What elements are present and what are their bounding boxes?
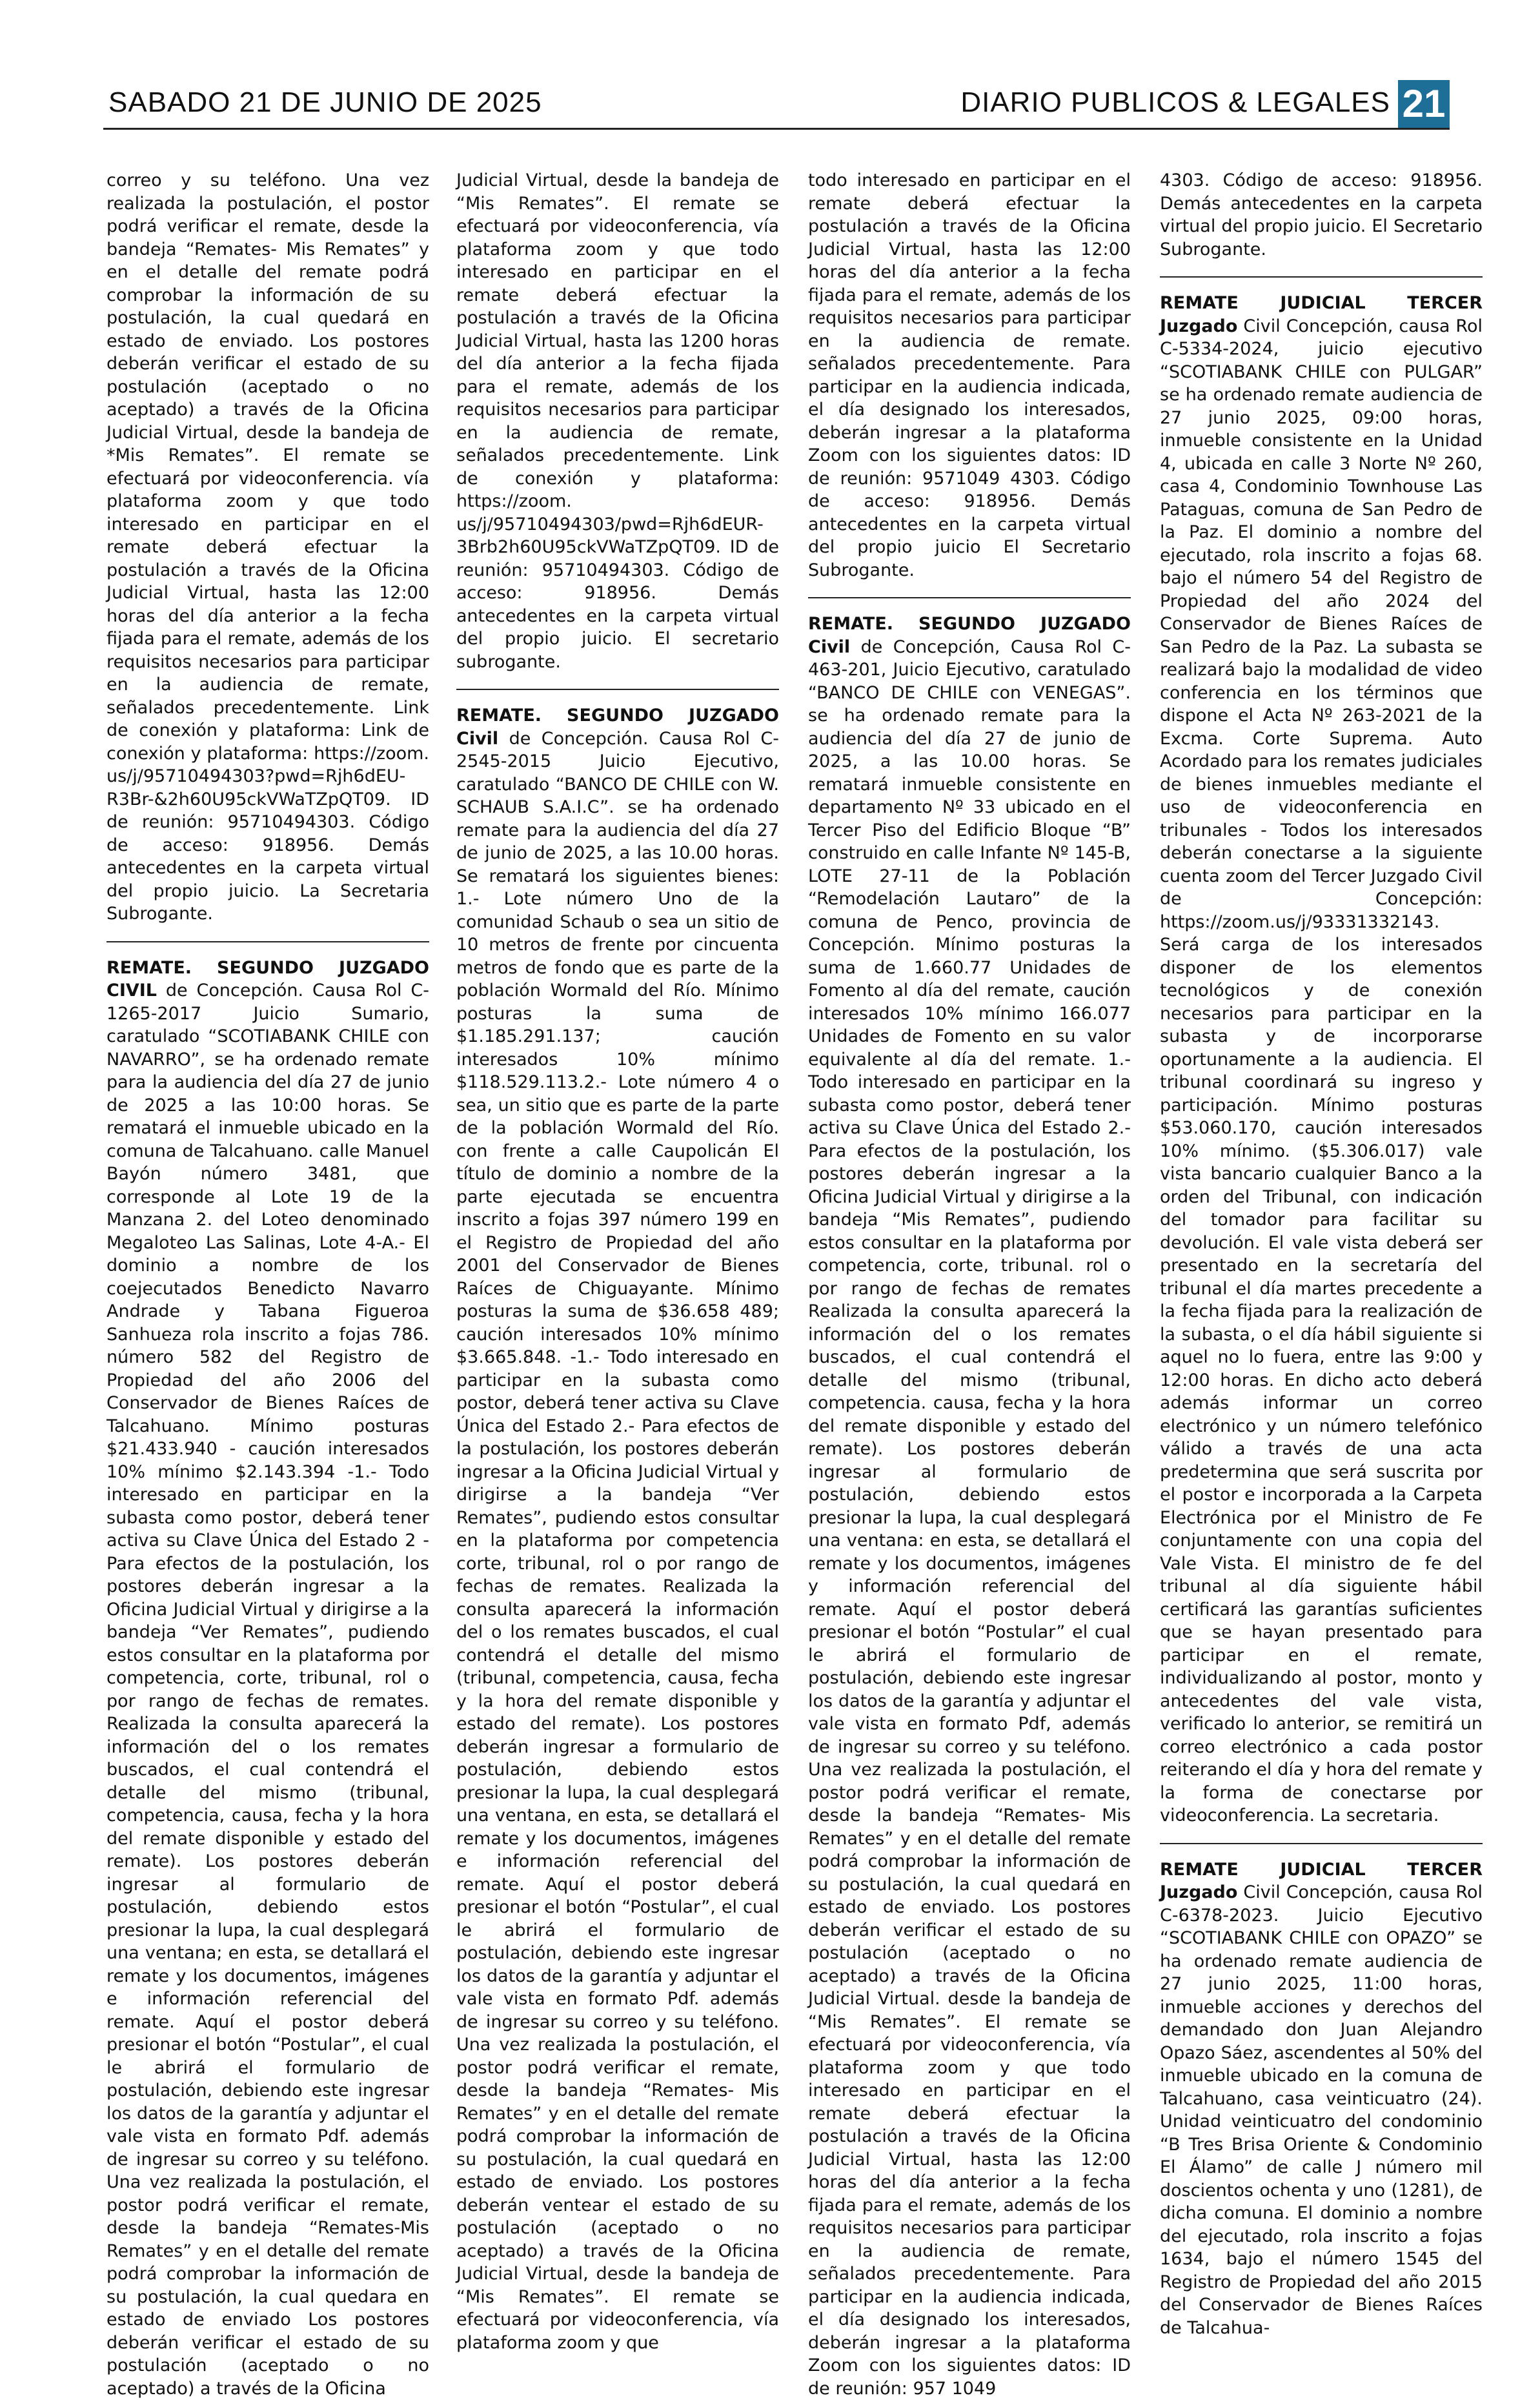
- column-2: [456, 169, 779, 2222]
- notice-heading: REMATE JUDICIAL TERCER Juzgado: [1160, 293, 1483, 336]
- notice-body: de Concepción. Causa Rol C-2545-2015 Juicio Ejecutivo, caratulado “BANCO DE CHILE con W. SCHAUB S.A.I.C”. se ha ordenado remate para la audiencia del día 27 de junio de 2025, a las 10.00 horas. Se rematará los siguientes bienes: 1.- Lote número Uno de la comunidad Schaub o sea un sitio de 10 metros de frente por cincuenta metros de fondo que es parte de la población Wormald del Río. Mínimo posturas la suma de $1.185.291.137; caución interesados 10% mínimo $118.529.113.2.- Lote número 4 o sea, un sitio que es parte de la parte de la población Wormald del Río. con frente a calle Caupolicán El título de dominio a nombre de la parte ejecutada se encuentra inscrito a fojas 397 número 199 en el Registro de Propiedad del año 2001 del Conservador de Bienes Raíces de Chiguayante. Mínimo posturas la suma de $36.658 489; caución interesados 10% mínimo $3.665.848. -1.- Todo interesado en participar en la subasta como postor, deberá tener activa su Clave Única del Estado 2.- Para efectos de la postulación, los postores deberán ingresar a la Oficina Judicial Virtual y dirigirse a la bandeja “Ver Remates”, pudiendo estos consultar en la plataforma por competencia corte, tribunal, rol o por rango de fechas de remates. Realizada la consulta aparecerá la información del o los remates buscados, el cual contendrá el detalle del mismo (tribunal, competencia, causa, fecha y la hora del remate disponible y estado del remate). Los postores deberán ingresar a formulario de postulación, debiendo estos presionar la lupa, la cual desplegará una ventana, en esta, se detallará el remate y los documentos, imágenes e información referencial del remate. Aquí el postor deberá presionar el botón “Postular”, el cual le abrirá el formulario de postulación, debiendo este ingresar los datos de la garantía y adjuntar el vale vista en formato Pdf. además de ingresar su correo y su teléfono. Una vez realizada la postulación, el postor podrá verificar el remate, desde la bandeja “Remates- Mis Remates” y en el detalle del remate podrá comprobar la información de su postulación, la cual quedará en estado de enviado. Los postores deberán ventear el estado de su postulación (aceptado o no aceptado) a través de la Oficina Judicial Virtual, desde la bandeja de “Mis Remates”. El remate se efectuará por videoconferencia, vía plataforma zoom y que: [456, 729, 779, 2353]
- notice: [1160, 1858, 1483, 2340]
- column-1: [106, 169, 429, 2222]
- page-number: 21: [1398, 80, 1450, 128]
- notice: [808, 613, 1131, 2400]
- notice-heading: REMATE. SEGUNDO JUZGADO Civil: [456, 706, 779, 749]
- notice-divider: [808, 597, 1131, 598]
- notice-heading: REMATE JUDICIAL TERCER Juzgado: [1160, 1860, 1483, 1903]
- issue-date: SABADO 21 DE JUNIO DE 2025: [108, 86, 542, 119]
- notice-divider: [456, 689, 779, 690]
- notice-heading: REMATE. SEGUNDO JUZGADO Civil: [808, 614, 1131, 657]
- notice: [456, 704, 779, 2354]
- notice-continuation: [808, 169, 1131, 582]
- notice: [106, 957, 429, 2400]
- header-rule: [103, 128, 1450, 130]
- notice-body: Judicial Virtual, desde la bandeja de “Mis Remates”. El remate se efectuará por videoconferencia, vía plataforma zoom y que todo interesado en participar en el remate deberá efectuar la postulación a través de la Oficina Judicial Virtual, hasta las 1200 horas del día anterior a la fecha fijada para el remate, además de los requisitos necesarios para participar en la audiencia de remate, señalados precedentemente. Link de conexión y plataforma: https://zoom. us/j/95710494303/pwd=Rjh6dEUR-3Brb2h60U95ckVWaTZpQT09. ID de reunión: 95710494303. Código de acceso: 918956. Demás antecedentes en la carpeta virtual del propio juicio. El secretario subrogante.: [456, 170, 779, 672]
- notice-body: todo interesado en participar en el remate deberá efectuar la postulación a través de la Oficina Judicial Virtual, hasta las 12:00 horas del día anterior a la fecha fijada para el remate, además de los requisitos necesarios para participar en la audiencia de remate. señalados precedentemente. Para participar en la audiencia indicada, el día designado los interesados, deberán ingresar a la plataforma Zoom con los siguientes datos: ID de reunión: 9571049 4303. Código de acceso: 918956. Demás antecedentes en la carpeta virtual del propio juicio El Secretario Subrogante.: [808, 170, 1131, 580]
- notice-body: de Concepción. Causa Rol C-1265-2017 Juicio Sumario, caratulado “SCOTIABANK CHILE con NAVARRO”, se ha ordenado remate para la audiencia del día 27 de junio de 2025 a las 10:00 horas. Se rematará el inmueble ubicado en la comuna de Talcahuano. calle Manuel Bayón número 3481, que corresponde al Lote 19 de la Manzana 2. del Loteo denominado Megaloteo Las Salinas, Lote 4-A.- El dominio a nombre de los coejecutados Benedicto Navarro Andrade y Tabana Figueroa Sanhueza rola inscrito a fojas 786. número 582 del Registro de Propiedad del año 2006 del Conservador de Bienes Raíces de Talcahuano. Mínimo posturas $21.433.940 - caución interesados 10% mínimo $2.143.394 -1.- Todo interesado en participar en la subasta como postor, deberá tener activa su Clave Única del Estado 2 -Para efectos de la postulación, los postores deberán ingresar a la Oficina Judicial Virtual y dirigirse a la bandeja “Ver Remates”, pudiendo estos consultar en la plataforma por competencia, corte, tribunal, rol o por rango de fechas de remates. Realizada la consulta aparecerá la información del o los remates buscados, el cual contendrá el detalle del mismo (tribunal, competencia, causa, fecha y la hora del remate disponible y estado del remate). Los postores deberán ingresar al formulario de postulación, debiendo estos presionar la lupa, la cual desplegará una ventana; en esta, se detallará el remate y los documentos, imágenes e información referencial del remate. Aquí el postor deberá presionar el botón “Postular”, el cual le abrirá el formulario de postulación, debiendo este ingresar los datos de la garantía y adjuntar el vale vista en formato Pdf. además de ingresar su correo y su teléfono. Una vez realizada la postulación, el postor podrá verificar el remate, desde la bandeja “Remates-Mis Remates” y en el detalle del remate podrá comprobar la información de su postulación, la cual quedara en estado de enviado Los postores deberán verificar el estado de su postulación (aceptado o no aceptado) a través de la Oficina: [106, 981, 429, 2399]
- notice: [1160, 292, 1483, 1827]
- notice-body: de Concepción, Causa Rol C-463-201, Juicio Ejecutivo, caratulado “BANCO DE CHILE con VENEGAS”. se ha ordenado remate para la audiencia del día 27 de junio de 2025, a las 10.00 horas. Se rematará inmueble consistente en departamento Nº 33 ubicado en el Tercer Piso del Edificio Bloque “B” construido en calle Infante Nº 145-B, LOTE 27-11 de la Población “Remodelación Lautaro” de la comuna de Penco, provincia de Concepción. Mínimo posturas la suma de 1.660.77 Unidades de Fomento al día del remate, caución interesados 10% mínimo 166.077 Unidades de Fomento en su valor equivalente al día del remate. 1.-Todo interesado en participar en la subasta como postor, deberá tener activa su Clave Única del Estado 2.- Para efectos de la postulación, los postores deberán ingresar a la Oficina Judicial Virtual y dirigirse a la bandeja “Mis Remates”, pudiendo estos consultar en la plataforma por competencia, corte, tribunal. rol o por rango de fechas de remates Realizada la consulta aparecerá la información del o los remates buscados, el cual contendrá el detalle del mismo (tribunal, competencia. causa, fecha y la hora del remate disponible y estado del remate). Los postores deberán ingresar al formulario de postulación, debiendo estos presionar la lupa, la cual desplegará una ventana: en esta, se detallará el remate y los documentos, imágenes y información referencial del remate. Aquí el postor deberá presionar el botón “Postular” el cual le abrirá el formulario de postulación, debiendo este ingresar los datos de la garantía y adjuntar el vale vista en formato Pdf, además de ingresar su correo y su teléfono. Una vez realizada la postulación, el postor podrá verificar el remate, desde la bandeja “Remates- Mis Remates” y en el detalle del remate podrá comprobar la información de su postulación, la cual quedará en estado de enviado. Los postores deberán verificar el estado de su postulación (aceptado o no aceptado) a través de la Oficina Judicial Virtual. desde la bandeja de “Mis Remates”. El remate se efectuará por videoconferencia, vía plataforma zoom y que todo interesado en participar en el remate deberá efectuar la postulación a través de la Oficina Judicial Virtual, hasta las 12:00 horas del día anterior a la fecha fijada para el remate, además de los requisitos necesarios para participar en la audiencia de remate, señalados precedentemente. Para participar en la audiencia indicada, el día designado los interesados, deberán ingresar a la plataforma Zoom con los siguientes datos: ID de reunión: 957 1049: [808, 637, 1131, 2399]
- notice-body: Civil Concepción, causa Rol C-5334-2024, juicio ejecutivo “SCOTIABANK CHILE con PULGAR” se ha ordenado remate audiencia de 27 junio 2025, 09:00 horas, inmueble consistente en la Unidad 4, ubicada en calle 3 Norte Nº 260, casa 4, Condominio Townhouse Las Pataguas, comuna de San Pedro de la Paz. El dominio a nombre del ejecutado, rola inscrito a fojas 68. bajo el número 54 del Registro de Propiedad del año 2024 del Conservador de Bienes Raíces de San Pedro de la Paz. La subasta se realizará bajo la modalidad de video conferencia en los términos que dispone el Acta Nº 263-2021 de la Excma. Corte Suprema. Auto Acordado para los remates judiciales de bienes inmuebles mediante el uso de videoconferencia en tribunales - Todos los interesados deberán conectarse a la siguiente cuenta zoom del Tercer Juzgado Civil de Concepción: https://zoom.us/j/93331332143. Será carga de los interesados disponer de los elementos tecnológicos y de conexión necesarios para participar en la subasta y de incorporarse oportunamente a la audiencia. El tribunal coordinará su ingreso y participación. Mínimo posturas $53.060.170, caución interesados 10% mínimo. ($5.306.017) vale vista bancario cualquier Banco a la orden del Tribunal, con indicación del tomador para facilitar su devolución. El vale vista deberá ser presentado en la secretaría del tribunal el día martes precedente a la fecha fijada para la realización de la subasta, o el día hábil siguiente si aquel no lo fuera, entre las 9:00 y 12:00 horas. En dicho acto deberá además informar un correo electrónico y un número telefónico válido a través de una acta predetermina que será suscrita por el postor e incorporada a la Carpeta Electrónica por el Ministro de Fe conjuntamente con una copia del Vale Vista. El ministro de fe del tribunal al día siguiente hábil certificará las garantías suficientes que se hayan presentado para participar en el remate, individualizando al postor, monto y antecedentes del vale vista, verificado lo anterior, se remitirá un correo electrónico a cada postor reiterando el día y hora del remate y la forma de conectarse por videoconferencia. La secretaria.: [1160, 316, 1483, 1826]
- notice-divider: [106, 941, 429, 942]
- notice-body: correo y su teléfono. Una vez realizada la postulación, el postor podrá verificar el remate, desde la bandeja “Remates- Mis Remates” y en el detalle del remate podrá comprobar la información de su postulación, la cual quedará en estado de enviado. Los postores deberán verificar el estado de su postulación (aceptado o no aceptado) a través de la Oficina Judicial Virtual, desde la bandeja de *Mis Remates”. El remate se efectuará por videoconferencia. vía plataforma zoom y que todo interesado en participar en el remate deberá efectuar la postulación a través de la Oficina Judicial Virtual, hasta las 12:00 horas del día anterior a la fecha fijada para el remate, además de los requisitos necesarios para participar en la audiencia de remate, señalados precedentemente. Link de conexión y plataforma: Link de conexión y plataforma: https://zoom. us/j/95710494303?pwd=Rjh6dEU-R3Br-&2h60U95ckVWaTZpQT09. ID de reunión: 95710494303. Código de acceso: 918956. Demás antecedentes en la carpeta virtual del propio juicio. La Secretaria Subrogante.: [106, 170, 429, 924]
- publication-name: DIARIO PUBLICOS & LEGALES: [960, 86, 1390, 119]
- notice-heading: REMATE. SEGUNDO JUZGADO CIVIL: [106, 958, 429, 1001]
- column-4: [1160, 169, 1483, 2222]
- notice-divider: [1160, 1843, 1483, 1844]
- notice-body: Civil Concepción, causa Rol C-6378-2023. Juicio Ejecutivo “SCOTIABANK CHILE con OPAZO” se ha ordenado remate audiencia de 27 junio 2025, 11:00 horas, inmueble acciones y derechos del demandado don Juan Alejandro Opazo Sáez, ascendentes al 50% del inmueble ubicado en la comuna de Talcahuano, casa veinticuatro (24). Unidad veinticuatro del condominio “B Tres Brisa Oriente & Condominio El Álamo” de calle J número mil doscientos ochenta y uno (1281), de dicha comuna. El dominio a nombre del ejecutado, rola inscrito a fojas 1634, bajo el número 1545 del Registro de Propiedad del año 2015 del Conservador de Bienes Raíces de Talcahua-: [1160, 1882, 1483, 2338]
- notice-body: 4303. Código de acceso: 918956. Demás antecedentes en la carpeta virtual del propio juicio. El Secretario Subrogante.: [1160, 170, 1483, 259]
- notice-continuation: [456, 169, 779, 673]
- column-3: [808, 169, 1131, 2222]
- page-header: [103, 85, 1450, 123]
- notice-divider: [1160, 276, 1483, 278]
- notice-continuation: [106, 169, 429, 926]
- notice-continuation: [1160, 169, 1483, 261]
